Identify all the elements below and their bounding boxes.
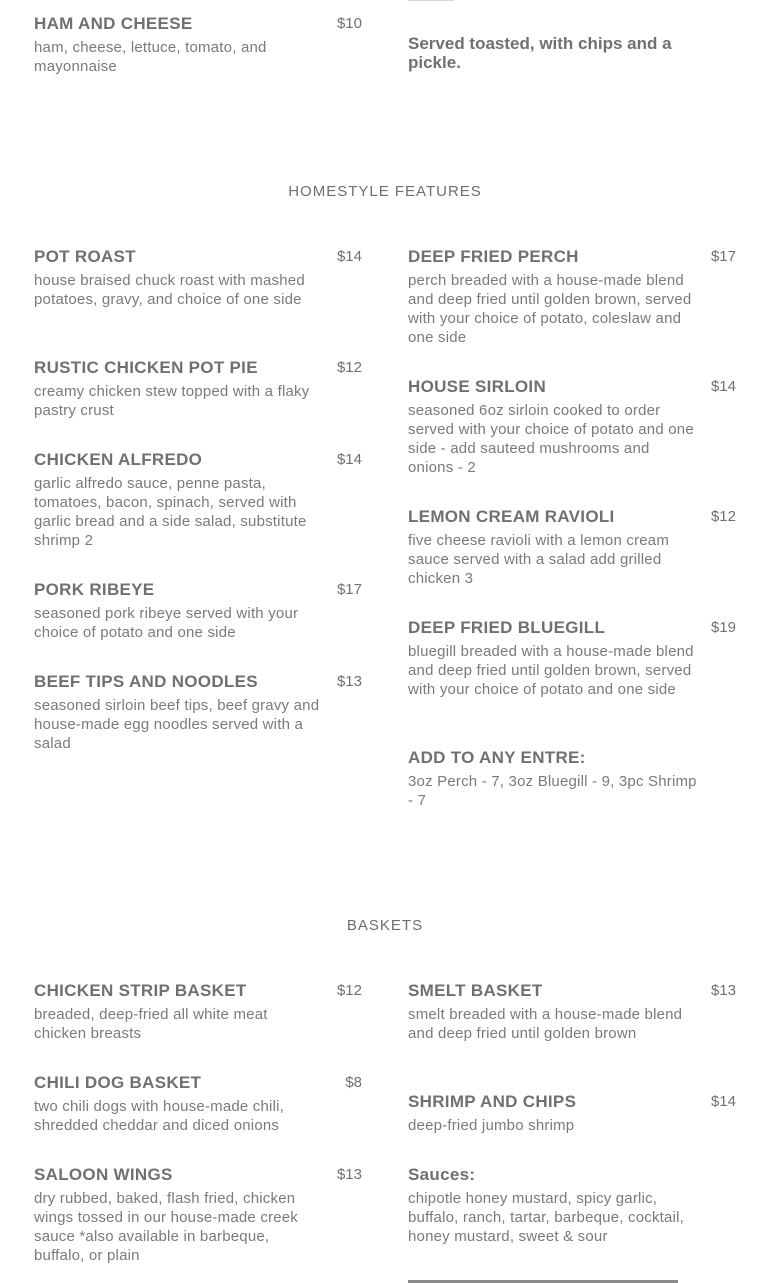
item-name: POT ROAST bbox=[34, 247, 136, 266]
item-description: seasoned 6oz sirloin cooked to order served with your choice of potato and one side - add sauteed mushrooms and onions - 2 bbox=[408, 402, 694, 476]
item-price: $14 bbox=[336, 451, 362, 468]
item-price: $17 bbox=[336, 581, 362, 598]
item-name: LEMON CREAM RAVIOLI bbox=[408, 507, 615, 526]
item-description: house braised chuck roast with mashed potatoes, gravy, and choice of one side bbox=[34, 272, 305, 308]
item-description: two chili dogs with house-made chili, shredded cheddar and diced onions bbox=[34, 1098, 285, 1134]
item-name: HOUSE SIRLOIN bbox=[408, 377, 547, 396]
item-name: SMELT BASKET bbox=[408, 981, 543, 1000]
item-name: SHRIMP AND CHIPS bbox=[408, 1092, 577, 1111]
item-description: seasoned pork ribeye served with your choice of potato and one side bbox=[34, 605, 299, 641]
item-description: dry rubbed, baked, flash fried, chicken wings tossed in our house-made creek sauce *also available in barbeque, buffalo, or plain bbox=[34, 1190, 299, 1264]
item-price: $12 bbox=[336, 359, 362, 376]
item-description: seasoned sirloin beef tips, beef gravy and house-made egg noodles served with a salad bbox=[34, 697, 320, 752]
item-description: creamy chicken stew topped with a flaky pastry crust bbox=[34, 383, 310, 419]
item-price: $14 bbox=[710, 378, 736, 395]
item-description: deep-fried jumbo shrimp bbox=[408, 1117, 575, 1134]
served-note: Served toasted, with chips and a pickle. bbox=[408, 34, 672, 72]
cutoff-divider bbox=[408, 0, 454, 1]
item-description: bluegill breaded with a house-made blend and deep fried until golden brown, served with your choice of potato and one side bbox=[408, 643, 694, 698]
item-name: DEEP FRIED BLUEGILL bbox=[408, 618, 606, 637]
item-name: CHICKEN ALFREDO bbox=[34, 450, 203, 469]
item-description: perch breaded with a house-made blend and deep fried until golden brown, served with your choice of potato, coleslaw and one side bbox=[408, 272, 692, 346]
item-price: $8 bbox=[345, 1074, 362, 1091]
item-price: $14 bbox=[710, 1093, 736, 1110]
item-name: HAM AND CHEESE bbox=[34, 14, 193, 33]
item-price: $13 bbox=[336, 1166, 362, 1183]
item-name: ADD TO ANY ENTRE: bbox=[408, 748, 586, 767]
section-title-homestyle: HOMESTYLE FEATURES bbox=[288, 183, 482, 200]
item-description: smelt breaded with a house-made blend and deep fried until golden brown bbox=[408, 1006, 683, 1042]
item-name: PORK RIBEYE bbox=[34, 580, 155, 599]
section-title-baskets: BASKETS bbox=[346, 917, 424, 934]
item-name: SALOON WINGS bbox=[34, 1165, 173, 1184]
item-description: garlic alfredo sauce, penne pasta, tomatoes, bacon, spinach, served with garlic bread and a side salad, substitute shrimp 2 bbox=[34, 475, 307, 549]
item-name: CHICKEN STRIP BASKET bbox=[34, 981, 247, 1000]
item-description: ham, cheese, lettuce, tomato, and mayonnaise bbox=[34, 39, 267, 75]
item-price: $12 bbox=[336, 982, 362, 999]
item-price: $17 bbox=[710, 248, 736, 265]
item-price: $13 bbox=[710, 982, 736, 999]
item-name: CHILI DOG BASKET bbox=[34, 1073, 202, 1092]
item-description: chipotle honey mustard, spicy garlic, buffalo, ranch, tartar, barbeque, cocktail, honey mustard, sweet & sour bbox=[408, 1190, 684, 1245]
item-name: BEEF TIPS AND NOODLES bbox=[34, 672, 258, 691]
item-description: five cheese ravioli with a lemon cream sauce served with a salad add grilled chicken 3 bbox=[408, 532, 670, 587]
item-price: $19 bbox=[710, 619, 736, 636]
item-description: breaded, deep-fried all white meat chicken breasts bbox=[34, 1006, 268, 1042]
item-price: $14 bbox=[336, 248, 362, 265]
item-name: Sauces: bbox=[408, 1165, 476, 1184]
item-name: DEEP FRIED PERCH bbox=[408, 247, 579, 266]
item-price: $13 bbox=[336, 673, 362, 690]
item-description: 3oz Perch - 7, 3oz Bluegill - 9, 3pc Shrimp - 7 bbox=[408, 773, 697, 809]
item-price: $12 bbox=[710, 508, 736, 525]
item-price: $10 bbox=[336, 15, 362, 32]
item-name: RUSTIC CHICKEN POT PIE bbox=[34, 358, 258, 377]
